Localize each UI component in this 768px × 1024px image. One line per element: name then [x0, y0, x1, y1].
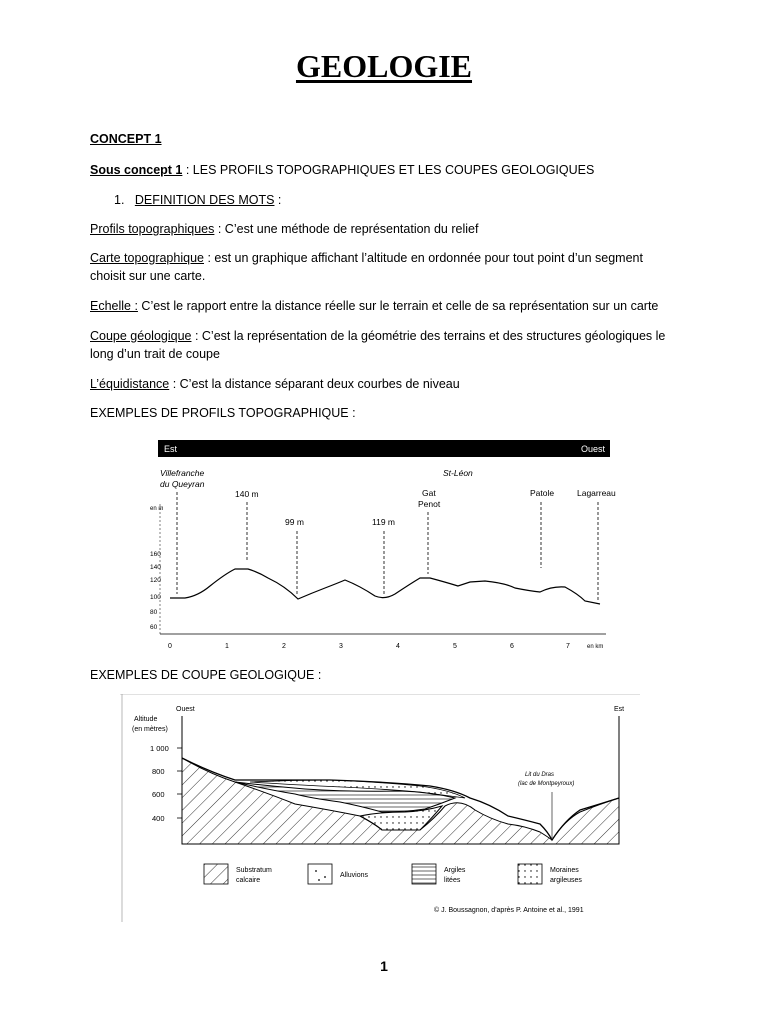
legend-label: litées	[444, 877, 461, 884]
definition-term: Carte topographique	[90, 251, 204, 265]
peak-label: 140 m	[235, 489, 259, 499]
definition-equidistance	[90, 375, 680, 393]
x-tick: 4	[396, 643, 400, 650]
place-label: Villefranche	[160, 468, 205, 478]
legend-swatch-substratum	[204, 864, 228, 884]
y-tick: 100	[150, 594, 161, 601]
x-tick: 3	[339, 643, 343, 650]
x-tick: 5	[453, 643, 457, 650]
peak-label: 119 m	[372, 517, 395, 527]
definition-term: Echelle :	[90, 299, 138, 313]
y-tick: 600	[152, 790, 165, 799]
x-tick: 7	[566, 643, 570, 650]
east-label: Est	[614, 706, 625, 713]
y-tick: 400	[152, 814, 165, 823]
leader-lines	[177, 492, 598, 601]
definition-text: : C’est la représentation de la géométrie des terrains et des structures géologiques le	[191, 329, 666, 343]
peak-label: Gat	[422, 488, 436, 498]
definition-term: L’équidistance	[90, 377, 170, 391]
definition-text-cont: long d’un trait de coupe	[90, 347, 220, 361]
alluvion-dot	[318, 879, 320, 881]
legend-label: Alluvions	[340, 872, 369, 879]
definition-text: : est un graphique affichant l’altitude en ordonnée pour tout point d’un segment	[203, 251, 643, 265]
legend-label: Argiles	[444, 867, 466, 874]
geological-section-figure	[120, 694, 640, 922]
y-tick-marks	[177, 748, 182, 818]
topographic-profile-figure	[140, 436, 620, 654]
coupe-heading: EXEMPLES DE COUPE GEOLOGIQUE :	[90, 668, 322, 682]
x-tick: 1	[225, 643, 229, 650]
x-tick: 0	[168, 643, 172, 650]
place-label: St-Léon	[443, 468, 473, 478]
profile-header-right: Ouest	[580, 444, 605, 454]
river-label: (lac de Montpeyroux)	[518, 781, 575, 787]
definition-term: Profils topographiques	[90, 222, 215, 236]
y-tick: 160	[150, 551, 161, 558]
alluvion-dot	[315, 870, 317, 872]
place-label: du Queyran	[160, 479, 205, 489]
definition-profils	[90, 220, 680, 238]
profile-header-left: Est	[164, 444, 178, 454]
legend-swatch-argiles	[412, 864, 436, 884]
profile-header-bar	[158, 440, 610, 457]
peak-label: Penot	[418, 499, 441, 509]
y-tick: 120	[150, 577, 161, 584]
y-tick: 80	[150, 609, 158, 616]
page-title: GEOLOGIE	[295, 48, 473, 84]
river-label: Lit du Dras	[525, 772, 555, 778]
definitions-heading-suffix: :	[274, 193, 282, 207]
y-tick: 140	[150, 564, 161, 571]
legend-label: Moraines	[550, 867, 579, 874]
definition-echelle	[90, 297, 680, 315]
alluvion-dot	[324, 876, 326, 878]
definitions-heading	[114, 191, 704, 209]
definition-text-cont: choisit sur une carte.	[90, 269, 206, 283]
sous-concept-text: : LES PROFILS TOPOGRAPHIQUES ET LES COUPES GEOLOGIQUES	[182, 163, 595, 177]
definition-term: Coupe géologique	[90, 329, 192, 343]
sous-concept	[90, 161, 680, 179]
x-unit: en km	[587, 644, 604, 650]
definition-text: : C’est une méthode de représentation du relief	[214, 222, 479, 236]
west-label: Ouest	[176, 706, 195, 713]
definition-coupe	[90, 327, 680, 363]
y-tick: 800	[152, 767, 165, 776]
definition-carte	[90, 249, 680, 285]
terrain-profile-line	[170, 569, 600, 604]
y-tick: 1 000	[150, 744, 169, 753]
x-tick: 6	[510, 643, 514, 650]
list-number: 1.	[114, 193, 125, 207]
legend-label: Substratum	[236, 867, 272, 874]
definitions-heading-label: DEFINITION DES MOTS	[134, 193, 275, 207]
legend-swatch-moraines	[518, 864, 542, 884]
peak-label: Lagarreau	[577, 488, 616, 498]
x-tick: 2	[282, 643, 286, 650]
figure-credit: © J. Boussagnon, d'après P. Antoine et al., 1991	[434, 907, 584, 914]
legend-label: calcaire	[236, 877, 261, 884]
definition-text: : C’est la distance séparant deux courbes de niveau	[169, 377, 460, 391]
legend-swatch-alluvions	[308, 864, 332, 884]
y-unit: en m	[150, 506, 164, 512]
legend-label: argileuses	[550, 877, 582, 884]
profile-heading: EXEMPLES DE PROFILS TOPOGRAPHIQUE :	[90, 406, 356, 420]
axis-title: Altitude	[134, 716, 158, 723]
axis-title: (en mètres)	[132, 726, 168, 733]
sous-concept-label: Sous concept 1	[90, 163, 183, 177]
peak-label: 99 m	[285, 517, 304, 527]
definition-text: C’est le rapport entre la distance réelle sur le terrain et celle de sa représentation sur un carte	[137, 299, 659, 313]
concept-heading: CONCEPT 1	[90, 132, 162, 146]
page-number: 1	[380, 958, 388, 974]
peak-label: Patole	[530, 488, 555, 498]
y-tick: 60	[150, 624, 158, 631]
